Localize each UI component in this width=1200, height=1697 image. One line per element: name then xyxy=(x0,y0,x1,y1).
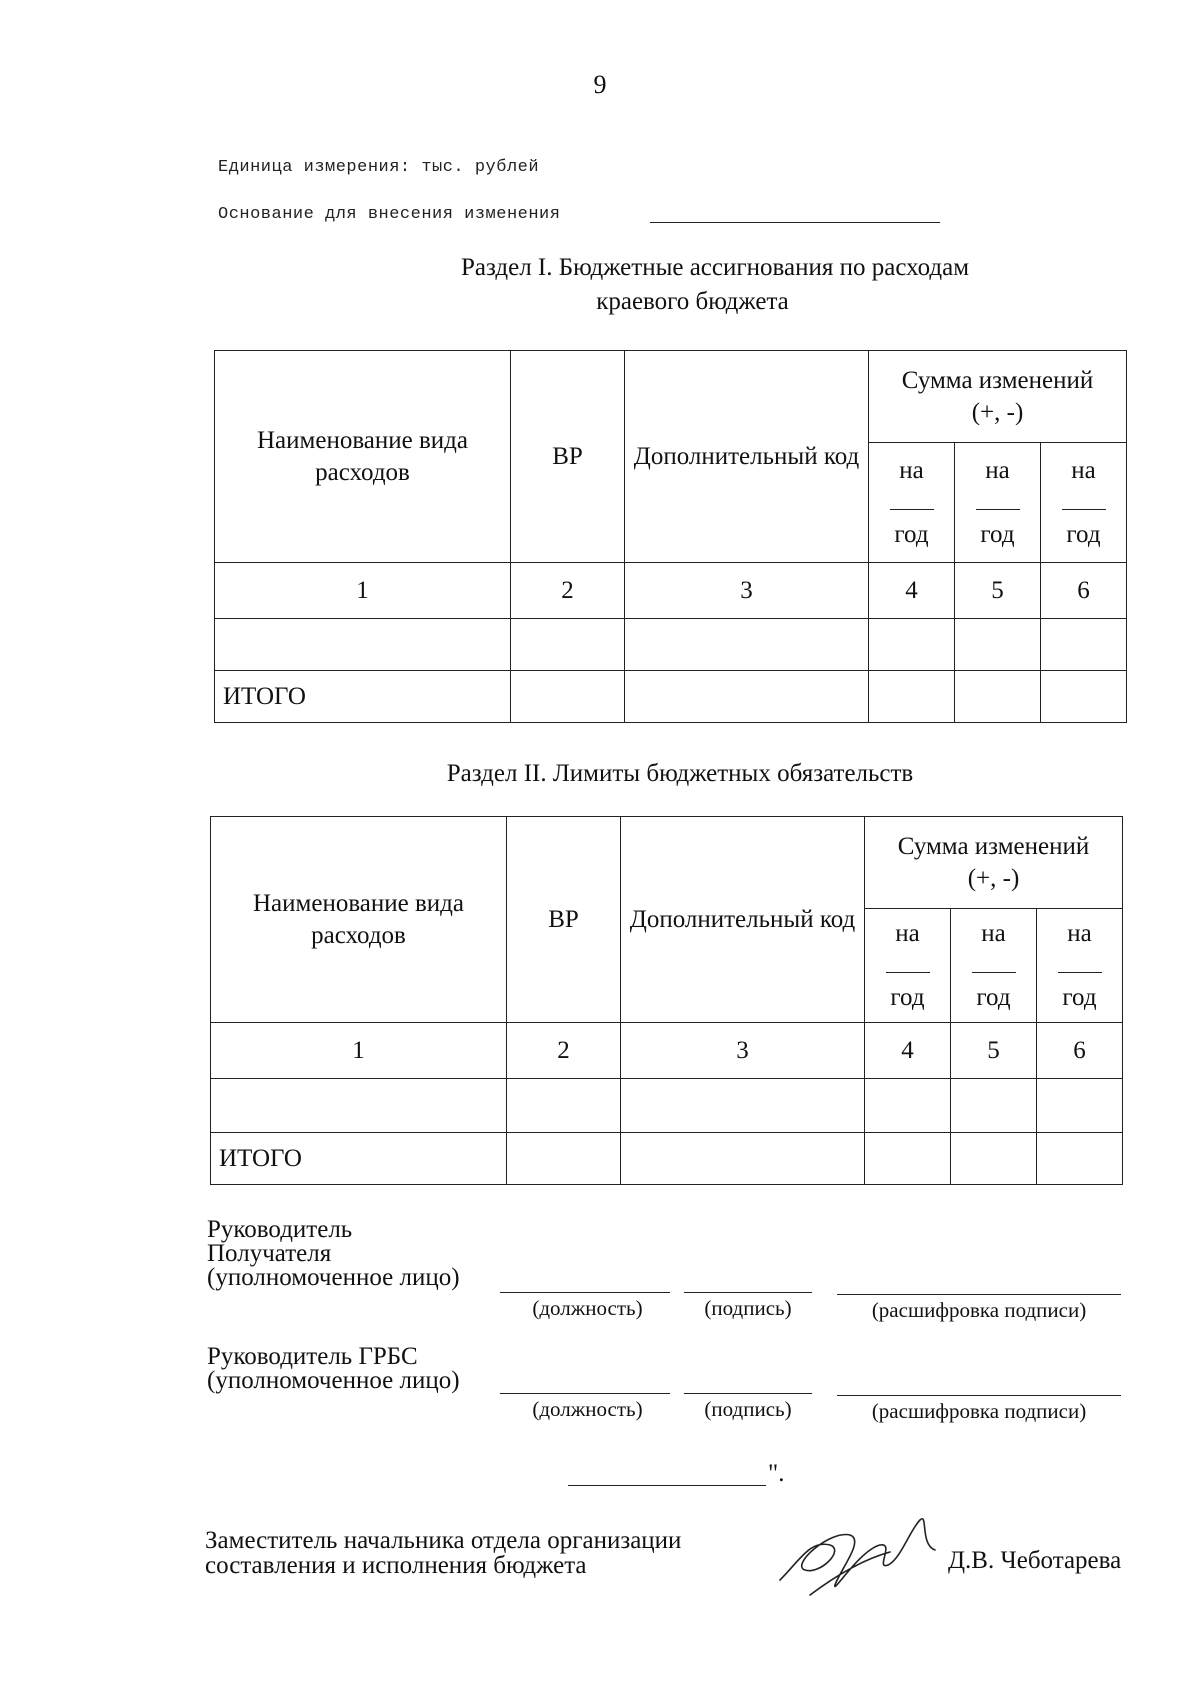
total-row xyxy=(211,1133,1123,1185)
section1-title-line2: краевого бюджета xyxy=(596,288,789,315)
caption-position-1: (должность) xyxy=(532,1296,643,1320)
year-column-1 xyxy=(865,909,951,1023)
empty-cell[interactable] xyxy=(865,1133,951,1185)
position-blank-1[interactable] xyxy=(500,1292,670,1293)
header-vr: ВР xyxy=(511,351,625,563)
empty-cell[interactable] xyxy=(625,619,869,671)
handwritten-signature xyxy=(770,1500,950,1600)
year-blank xyxy=(976,509,1020,510)
empty-cell[interactable] xyxy=(869,619,955,671)
empty-data-row xyxy=(215,619,1127,671)
header-sum-line1: Сумма изменений xyxy=(897,832,1090,860)
header-expense-name: Наименование вида расходов xyxy=(215,351,511,563)
section2-title: Раздел II. Лимиты бюджетных обязательств xyxy=(446,760,914,787)
empty-cell[interactable] xyxy=(621,1079,865,1133)
column-numbers-row xyxy=(215,563,1127,619)
header-expense-name: Наименование вида расходов xyxy=(211,817,507,1023)
column-numbers-row xyxy=(211,1023,1123,1079)
footer-position xyxy=(205,1528,681,1578)
year-top: на xyxy=(1067,919,1092,947)
decoding-blank-2[interactable] xyxy=(837,1395,1121,1396)
col-number: 6 xyxy=(1041,563,1127,619)
col-number: 4 xyxy=(869,563,955,619)
table-header-row xyxy=(211,817,1123,909)
col-number: 4 xyxy=(865,1023,951,1079)
year-blank xyxy=(1058,972,1102,973)
sig2-line1: Руководитель ГРБС xyxy=(207,1343,418,1370)
footer-position-line1: Заместитель начальника отдела организации xyxy=(205,1527,682,1554)
year-bottom: год xyxy=(1066,520,1101,548)
year-top: на xyxy=(899,456,924,484)
col-number: 1 xyxy=(215,563,511,619)
date-suffix: ". xyxy=(768,1460,785,1487)
header-additional-code: Дополнительный код xyxy=(625,351,869,563)
sig2-line2: (уполномоченное лицо) xyxy=(207,1367,460,1394)
signature-blank-2[interactable] xyxy=(684,1393,812,1394)
total-label: ИТОГО xyxy=(215,671,511,723)
signature-block-recipient xyxy=(207,1218,460,1290)
header-sum-line2: (+, -) xyxy=(967,864,1020,892)
basis-label: Основание для внесения изменения xyxy=(218,205,561,224)
year-top: на xyxy=(981,919,1006,947)
position-blank-2[interactable] xyxy=(500,1393,670,1394)
empty-cell[interactable] xyxy=(869,671,955,723)
year-blank xyxy=(886,972,930,973)
header-additional-code: Дополнительный код xyxy=(621,817,865,1023)
basis-blank-line xyxy=(650,222,940,223)
date-blank[interactable] xyxy=(568,1485,766,1486)
sig1-line2: Получателя xyxy=(207,1240,332,1267)
year-bottom: год xyxy=(980,520,1015,548)
empty-cell[interactable] xyxy=(951,1079,1037,1133)
unit-of-measure: Единица измерения: тыс. рублей xyxy=(218,158,540,177)
table-header-row xyxy=(215,351,1127,443)
year-top: на xyxy=(985,456,1010,484)
section1-table xyxy=(214,350,1127,723)
year-column-3 xyxy=(1037,909,1123,1023)
empty-cell[interactable] xyxy=(955,671,1041,723)
caption-decoding-1: (расшифровка подписи) xyxy=(871,1298,1087,1322)
header-sum-changes xyxy=(865,817,1123,909)
col-number: 5 xyxy=(951,1023,1037,1079)
footer-name: Д.В. Чеботарева xyxy=(948,1547,1122,1574)
empty-cell[interactable] xyxy=(1041,619,1127,671)
decoding-blank-1[interactable] xyxy=(837,1294,1121,1295)
empty-cell[interactable] xyxy=(1037,1079,1123,1133)
header-sum-line2: (+, -) xyxy=(971,398,1024,426)
header-vr: ВР xyxy=(507,817,621,1023)
col-number: 6 xyxy=(1037,1023,1123,1079)
empty-cell[interactable] xyxy=(215,619,511,671)
year-blank xyxy=(972,972,1016,973)
col-number: 3 xyxy=(621,1023,865,1079)
year-top: на xyxy=(895,919,920,947)
empty-cell[interactable] xyxy=(625,671,869,723)
caption-signature-1: (подпись) xyxy=(704,1296,792,1320)
empty-cell[interactable] xyxy=(507,1079,621,1133)
header-sum-changes xyxy=(869,351,1127,443)
col-number: 1 xyxy=(211,1023,507,1079)
col-number: 2 xyxy=(507,1023,621,1079)
sig1-line1: Руководитель xyxy=(207,1216,353,1243)
empty-cell[interactable] xyxy=(955,619,1041,671)
signature-block-grbs xyxy=(207,1345,460,1393)
year-column-2 xyxy=(955,443,1041,563)
caption-position-2: (должность) xyxy=(532,1397,643,1421)
empty-cell[interactable] xyxy=(1037,1133,1123,1185)
empty-cell[interactable] xyxy=(951,1133,1037,1185)
year-bottom: год xyxy=(976,983,1011,1011)
empty-cell[interactable] xyxy=(211,1079,507,1133)
signature-blank-1[interactable] xyxy=(684,1292,812,1293)
col-number: 5 xyxy=(955,563,1041,619)
col-number: 3 xyxy=(625,563,869,619)
year-blank xyxy=(890,509,934,510)
year-blank xyxy=(1062,509,1106,510)
total-label: ИТОГО xyxy=(211,1133,507,1185)
footer-position-line2: составления и исполнения бюджета xyxy=(205,1552,587,1579)
year-column-3 xyxy=(1041,443,1127,563)
empty-cell[interactable] xyxy=(507,1133,621,1185)
year-column-1 xyxy=(869,443,955,563)
year-column-2 xyxy=(951,909,1037,1023)
empty-cell[interactable] xyxy=(511,671,625,723)
sig1-line3: (уполномоченное лицо) xyxy=(207,1264,460,1291)
empty-cell[interactable] xyxy=(511,619,625,671)
year-bottom: год xyxy=(894,520,929,548)
header-sum-line1: Сумма изменений xyxy=(901,366,1094,394)
section1-title xyxy=(0,252,1200,284)
section1-title-line1: Раздел I. Бюджетные ассигнования по расходам xyxy=(460,254,970,281)
section2-table xyxy=(210,816,1123,1185)
empty-cell[interactable] xyxy=(865,1079,951,1133)
col-number: 2 xyxy=(511,563,625,619)
year-bottom: год xyxy=(890,983,925,1011)
total-row xyxy=(215,671,1127,723)
caption-decoding-2: (расшифровка подписи) xyxy=(871,1399,1087,1423)
caption-signature-2: (подпись) xyxy=(704,1397,792,1421)
year-top: на xyxy=(1071,456,1096,484)
empty-cell[interactable] xyxy=(621,1133,865,1185)
year-bottom: год xyxy=(1062,983,1097,1011)
empty-data-row xyxy=(211,1079,1123,1133)
empty-cell[interactable] xyxy=(1041,671,1127,723)
page-number: 9 xyxy=(593,70,607,99)
